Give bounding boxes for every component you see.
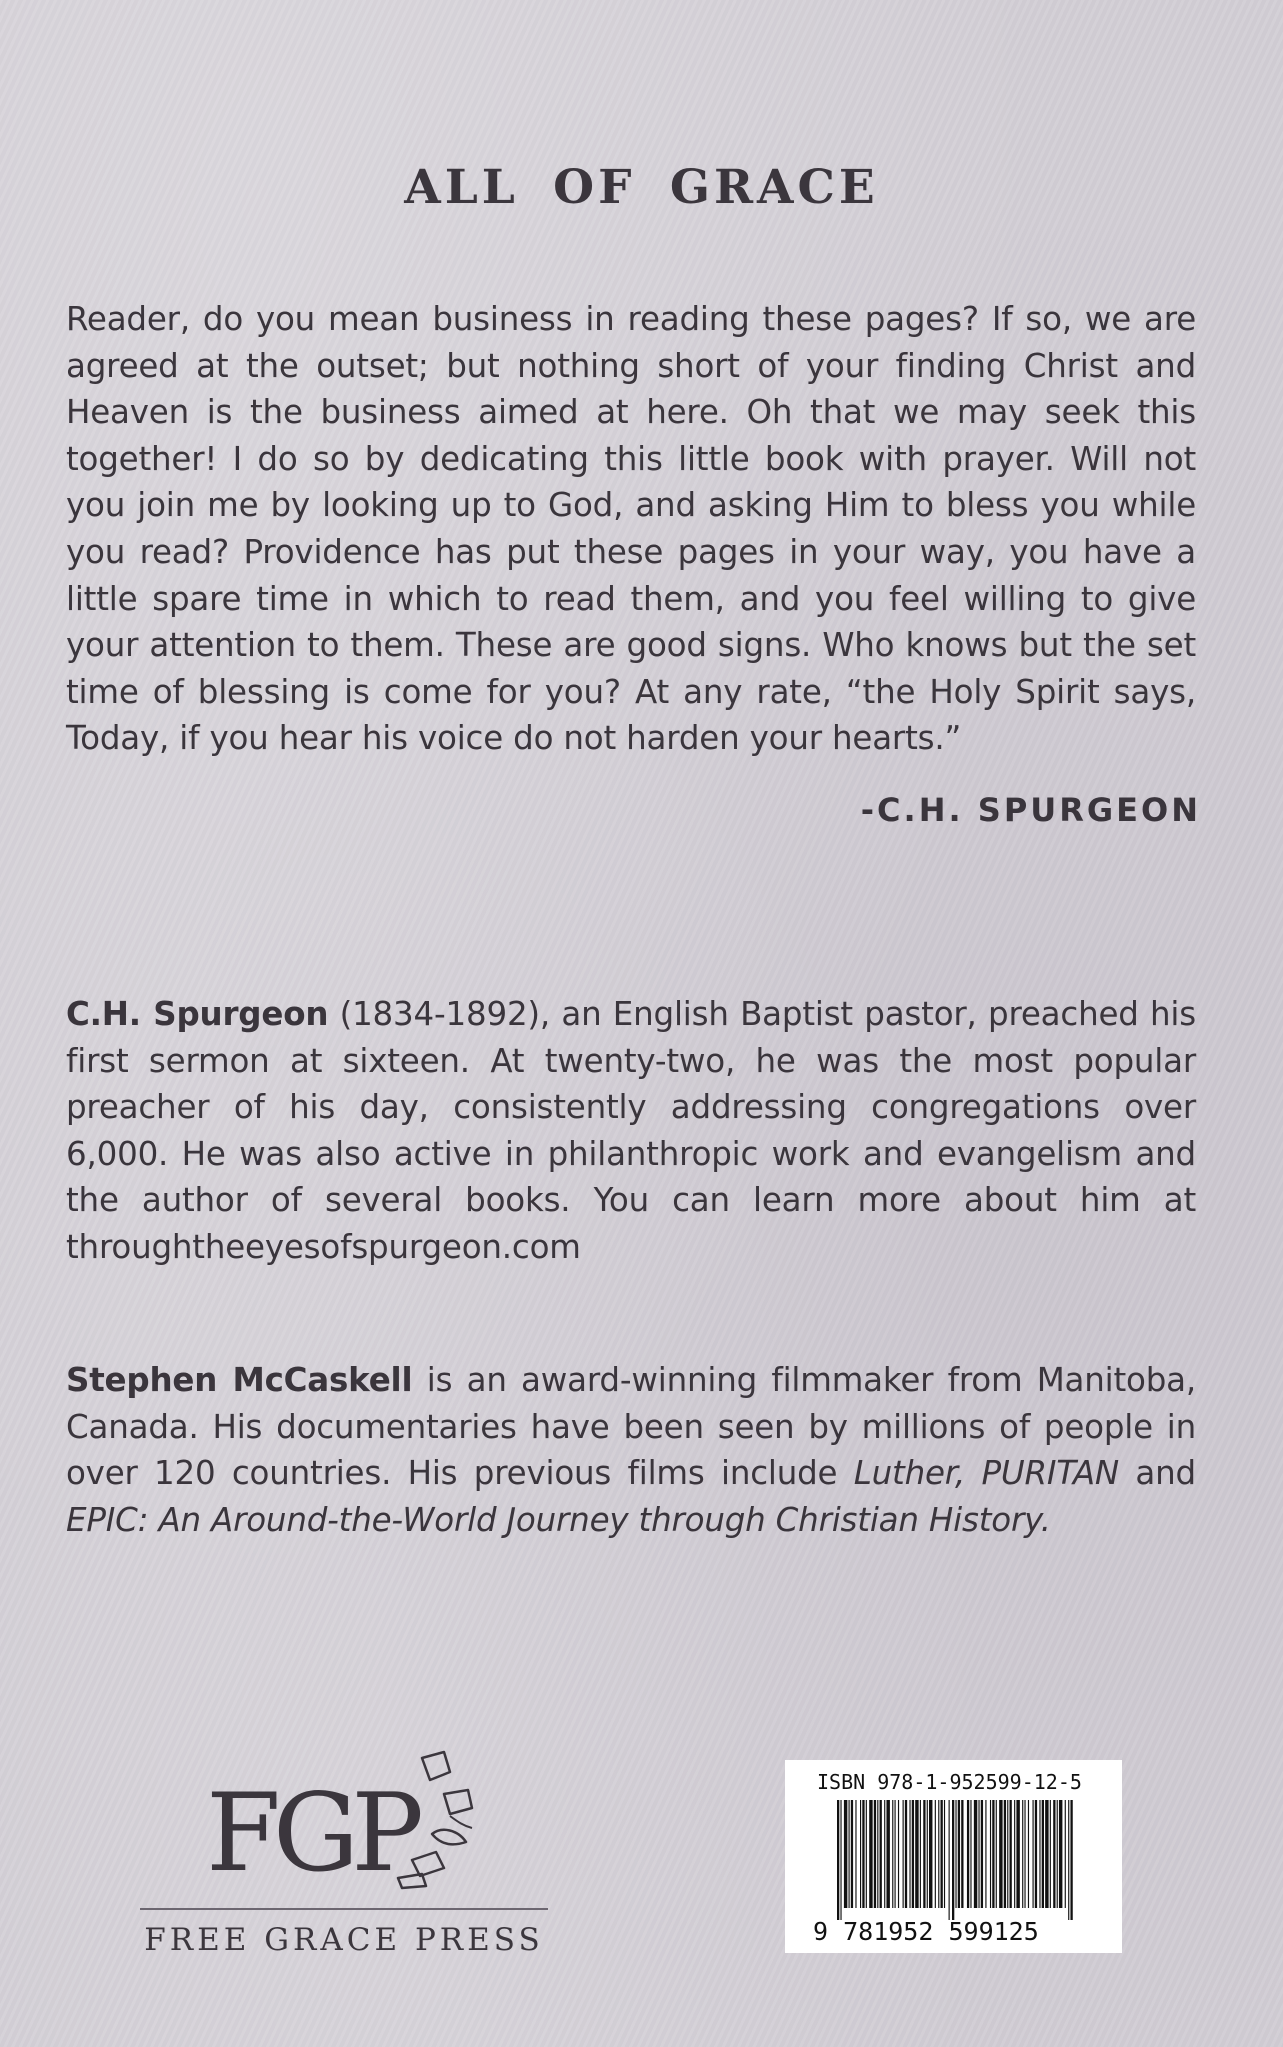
isbn-label: ISBN 978-1-952599-12-5 bbox=[817, 1770, 1082, 1794]
film-title-2: EPIC: An Around-the-World Journey through Christian History. bbox=[66, 1500, 1051, 1539]
filmmaker-bio-text: is an award-winning filmmaker from Manitoba, Canada. His documentaries have been seen by millions of people in over 120 countries. His previous films include bbox=[66, 1361, 1197, 1493]
author-name: C.H. Spurgeon bbox=[66, 995, 329, 1033]
quote-text: Reader, do you mean business in reading these pages? If so, we are agreed at the outset; but nothing short of your finding Christ and Heaven is the business aimed at here. Oh that we may seek this together! I do so by dedicating this little book with prayer. Will not you join me by looking up to God, and asking Him to bless you while you read? Providence has put these pages in your way, you have a little spare time in which to read them, and you feel willing to give your attention to them. These are good signs. Who knows but the set time of blessing is come for you? At any rate, “the Holy Spirit says, Today, if you hear his voice do not harden your hearts.” bbox=[66, 300, 1196, 758]
publisher-logo-rule bbox=[140, 1908, 548, 1910]
publisher-logo bbox=[140, 1750, 550, 1970]
quote-attribution: -C.H. SPURGEON bbox=[860, 791, 1201, 829]
film-title-1: Luther, PURITAN bbox=[853, 1454, 1120, 1493]
book-title: ALL OF GRACE bbox=[404, 160, 879, 215]
author-bio bbox=[66, 991, 1196, 1271]
filmmaker-bio bbox=[66, 1357, 1196, 1543]
filmmaker-name: Stephen McCaskell bbox=[66, 1361, 413, 1399]
publisher-logo-mark: FGP bbox=[206, 1771, 416, 1896]
film-joiner: and bbox=[1119, 1454, 1196, 1493]
barcode-bars bbox=[835, 1800, 1075, 1920]
isbn-barcode bbox=[785, 1760, 1122, 1953]
publisher-name: FREE GRACE PRESS bbox=[144, 1922, 544, 1958]
barcode-digits: 9 781952 599125 bbox=[813, 1917, 1039, 1946]
flying-pages-icon bbox=[392, 1750, 482, 1890]
author-bio-text: (1834-1892), an English Baptist pastor, preached his first sermon at sixteen. At twenty-two, he was the most popular preacher of his day, consistently addressing congregations over 6,000. He was also active in philanthropic work and evangelism and the author of several books. You can learn more about him at throughtheeyesofspurgeon.com bbox=[66, 995, 1196, 1266]
